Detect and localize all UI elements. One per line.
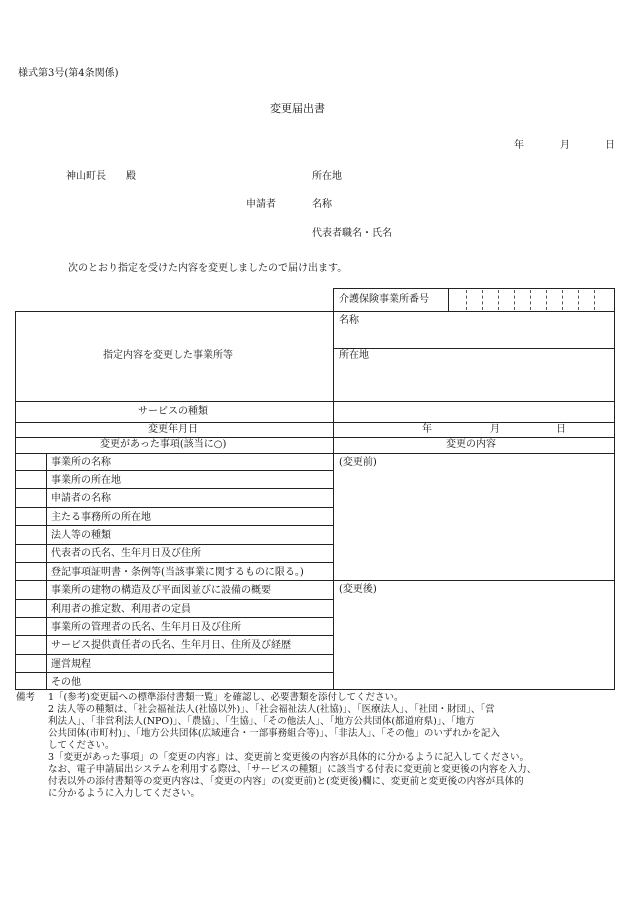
item-corporation-type: 法人等の種類 xyxy=(51,530,111,541)
remark-line: 2 法人等の種類は、「社会福祉法人(社協以外)」、「社会福祉法人(社協)」、「医療法人」、「社団・財団」、「営 xyxy=(48,704,495,715)
applicant-rep-label: 代表者職名・氏名 xyxy=(312,228,392,239)
remark-line: 付表以外の添付書類等の変更内容は、「変更の内容」の(変更前)と(変更後)欄に、変更前と変更後の内容が具体的 xyxy=(48,776,524,787)
item-main-office-address: 主たる事務所の所在地 xyxy=(51,512,151,523)
remarks-label: 備考 xyxy=(16,692,36,703)
date-year: 年 xyxy=(514,140,524,151)
item-registration: 登記事項証明書・条例等(当該事業に関するものに限る。) xyxy=(51,567,304,578)
change-date-year: 年 xyxy=(422,424,432,435)
before-label: (変更前) xyxy=(339,457,377,468)
item-representative: 代表者の氏名、生年月日及び住所 xyxy=(51,548,201,559)
item-users: 利用者の推定数、利用者の定員 xyxy=(51,604,191,615)
item-office-address: 事業所の所在地 xyxy=(51,475,121,486)
change-content-header: 変更の内容 xyxy=(446,439,496,450)
change-date-month: 月 xyxy=(490,424,500,435)
after-label: (変更後) xyxy=(339,584,377,595)
item-office-name: 事業所の名称 xyxy=(51,457,111,468)
remark-line: 公共団体(市町村)」、「地方公共団体(広域連合・一部事務組合等)」、「非法人」、「その他」のいずれかを記入 xyxy=(48,728,500,739)
item-building: 事業所の建物の構造及び平面図並びに設備の概要 xyxy=(51,585,271,596)
page-title: 変更届出書 xyxy=(270,102,325,115)
item-other: その他 xyxy=(51,677,81,688)
form-number: 様式第3号(第4条関係) xyxy=(18,68,119,79)
change-date-label: 変更年月日 xyxy=(148,424,198,435)
remark-line: 1「(参考)変更届への標準添付書類一覧」を確認し、必要書類を添付してください。 xyxy=(48,692,404,703)
change-date-day: 日 xyxy=(556,424,566,435)
office-address-label: 所在地 xyxy=(339,350,369,361)
office-number-label: 介護保険事業所番号 xyxy=(339,294,429,305)
intro-text: 次のとおり指定を受けた内容を変更しましたので届け出ます。 xyxy=(68,263,348,274)
changed-items-header: 変更があった事項(該当に○) xyxy=(100,439,227,450)
item-applicant-name: 申請者の名称 xyxy=(51,493,111,504)
item-rules: 運営規程 xyxy=(51,659,91,670)
addressee: 神山町長 殿 xyxy=(66,171,136,182)
remark-line: に分かるように入力してください。 xyxy=(48,788,201,799)
remark-line: なお、電子申請届出システムを利用する際は、「サービスの種類」に該当する付表に変更前と変更後の内容を入力、 xyxy=(48,764,537,775)
applicant-address-label: 所在地 xyxy=(312,171,342,182)
office-label: 指定内容を変更した事業所等 xyxy=(103,350,233,361)
applicant-label: 申請者 xyxy=(246,199,276,210)
remark-line: してください。 xyxy=(48,740,115,751)
service-type-label: サービスの種類 xyxy=(138,406,208,417)
item-service-manager: サービス提供責任者の氏名、生年月日、住所及び経歴 xyxy=(51,640,291,651)
item-manager: 事業所の管理者の氏名、生年月日及び住所 xyxy=(51,622,241,633)
office-name-label: 名称 xyxy=(339,315,359,326)
date-day: 日 xyxy=(605,140,615,151)
date-month: 月 xyxy=(560,140,570,151)
remark-line: 3「変更があった事項」の「変更の内容」は、変更前と変更後の内容が具体的に分かるように記入してください。 xyxy=(48,752,529,763)
remarks xyxy=(48,692,618,800)
remark-line: 利法人」、「非営利法人(NPO)」、「農協」、「生協」、「その他法人」、「地方公共団体(都道府県)」、「地方 xyxy=(48,716,475,727)
applicant-name-label: 名称 xyxy=(312,199,332,210)
